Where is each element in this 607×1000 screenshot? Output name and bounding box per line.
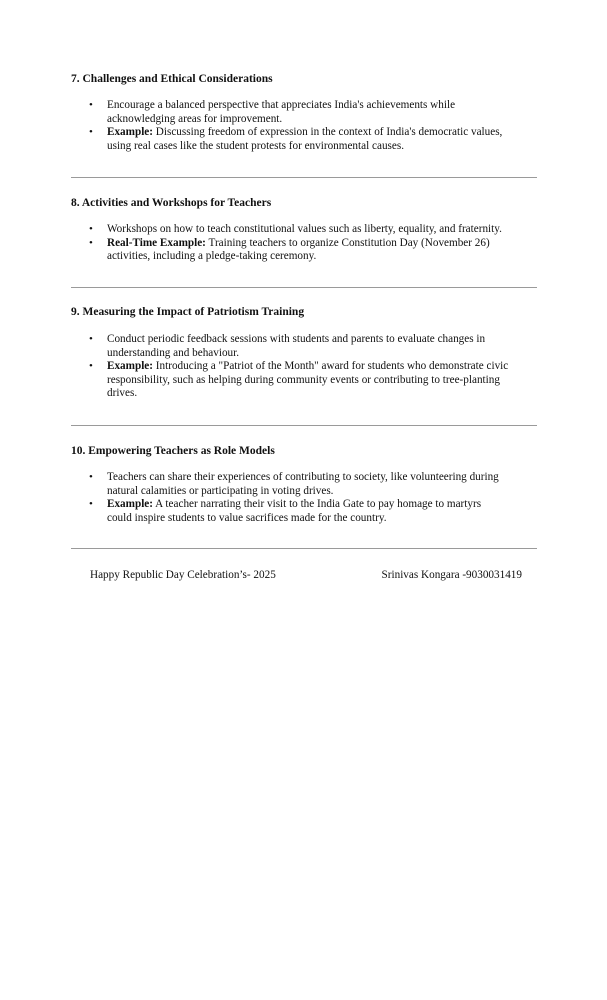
section-heading: 8. Activities and Workshops for Teachers bbox=[71, 197, 272, 209]
list-item bbox=[71, 498, 537, 525]
list-item bbox=[71, 99, 537, 126]
section-10 bbox=[71, 444, 537, 525]
item-line: using real cases like the student protests for environmental causes. bbox=[107, 139, 405, 152]
list-item bbox=[71, 360, 537, 401]
list-item bbox=[71, 237, 537, 264]
item-line: Workshops on how to teach constitutional values such as liberty, equality, and fraternity. bbox=[107, 223, 502, 235]
item-line: activities, including a pledge-taking ceremony. bbox=[107, 250, 317, 262]
section-divider bbox=[71, 177, 537, 178]
section-heading: 10. Empowering Teachers as Role Models bbox=[71, 445, 275, 457]
item-label: Example: bbox=[107, 126, 153, 138]
footer-right-text: Srinivas Kongara -9030031419 bbox=[381, 569, 522, 581]
section-divider bbox=[71, 425, 537, 426]
item-line: drives. bbox=[107, 387, 138, 399]
item-line: could inspire students to value sacrifices made for the country. bbox=[107, 511, 387, 524]
section-7 bbox=[71, 72, 537, 153]
item-line: understanding and behaviour. bbox=[107, 346, 240, 359]
section-heading: 9. Measuring the Impact of Patriotism Training bbox=[71, 306, 305, 318]
footer-left-text: Happy Republic Day Celebration’s- 2025 bbox=[90, 569, 276, 581]
item-line: Discussing freedom of expression in the context of India's democratic values, bbox=[153, 126, 503, 138]
bullet-icon: • bbox=[89, 471, 93, 483]
list-item bbox=[71, 126, 537, 153]
item-line: Introducing a "Patriot of the Month" award for students who demonstrate civic bbox=[153, 360, 509, 372]
list-item bbox=[71, 333, 537, 360]
bullet-icon: • bbox=[89, 223, 93, 235]
item-label: Example: bbox=[107, 498, 153, 510]
bullet-list bbox=[71, 333, 537, 401]
list-item bbox=[71, 471, 537, 498]
bullet-icon: • bbox=[89, 360, 93, 372]
item-label: Example: bbox=[107, 360, 153, 372]
bullet-icon: • bbox=[89, 236, 93, 249]
section-9 bbox=[71, 305, 537, 401]
item-line: A teacher narrating their visit to the India Gate to pay homage to martyrs bbox=[153, 498, 482, 510]
list-item bbox=[71, 223, 537, 237]
bullet-icon: • bbox=[89, 333, 93, 345]
bullet-list bbox=[71, 99, 537, 153]
item-line: Conduct periodic feedback sessions with students and parents to evaluate changes in bbox=[107, 333, 486, 345]
section-8 bbox=[71, 196, 537, 264]
item-label: Real-Time Example: bbox=[107, 236, 206, 249]
bullet-icon: • bbox=[89, 99, 93, 111]
bullet-icon: • bbox=[89, 126, 93, 138]
section-divider bbox=[71, 548, 537, 549]
item-line: natural calamities or participating in voting drives. bbox=[107, 484, 334, 497]
item-line: Encourage a balanced perspective that appreciates India's achievements while bbox=[107, 99, 456, 111]
item-line: responsibility, such as helping during community events or contributing to tree-planting bbox=[107, 373, 500, 386]
section-heading: 7. Challenges and Ethical Considerations bbox=[71, 73, 273, 85]
item-line: Training teachers to organize Constitution Day (November 26) bbox=[205, 236, 490, 249]
bullet-icon: • bbox=[89, 498, 93, 510]
item-line: Teachers can share their experiences of contributing to society, like volunteering during bbox=[107, 471, 499, 483]
bullet-list bbox=[71, 223, 537, 264]
section-divider bbox=[71, 287, 537, 288]
bullet-list bbox=[71, 471, 537, 525]
item-line: acknowledging areas for improvement. bbox=[107, 112, 283, 125]
